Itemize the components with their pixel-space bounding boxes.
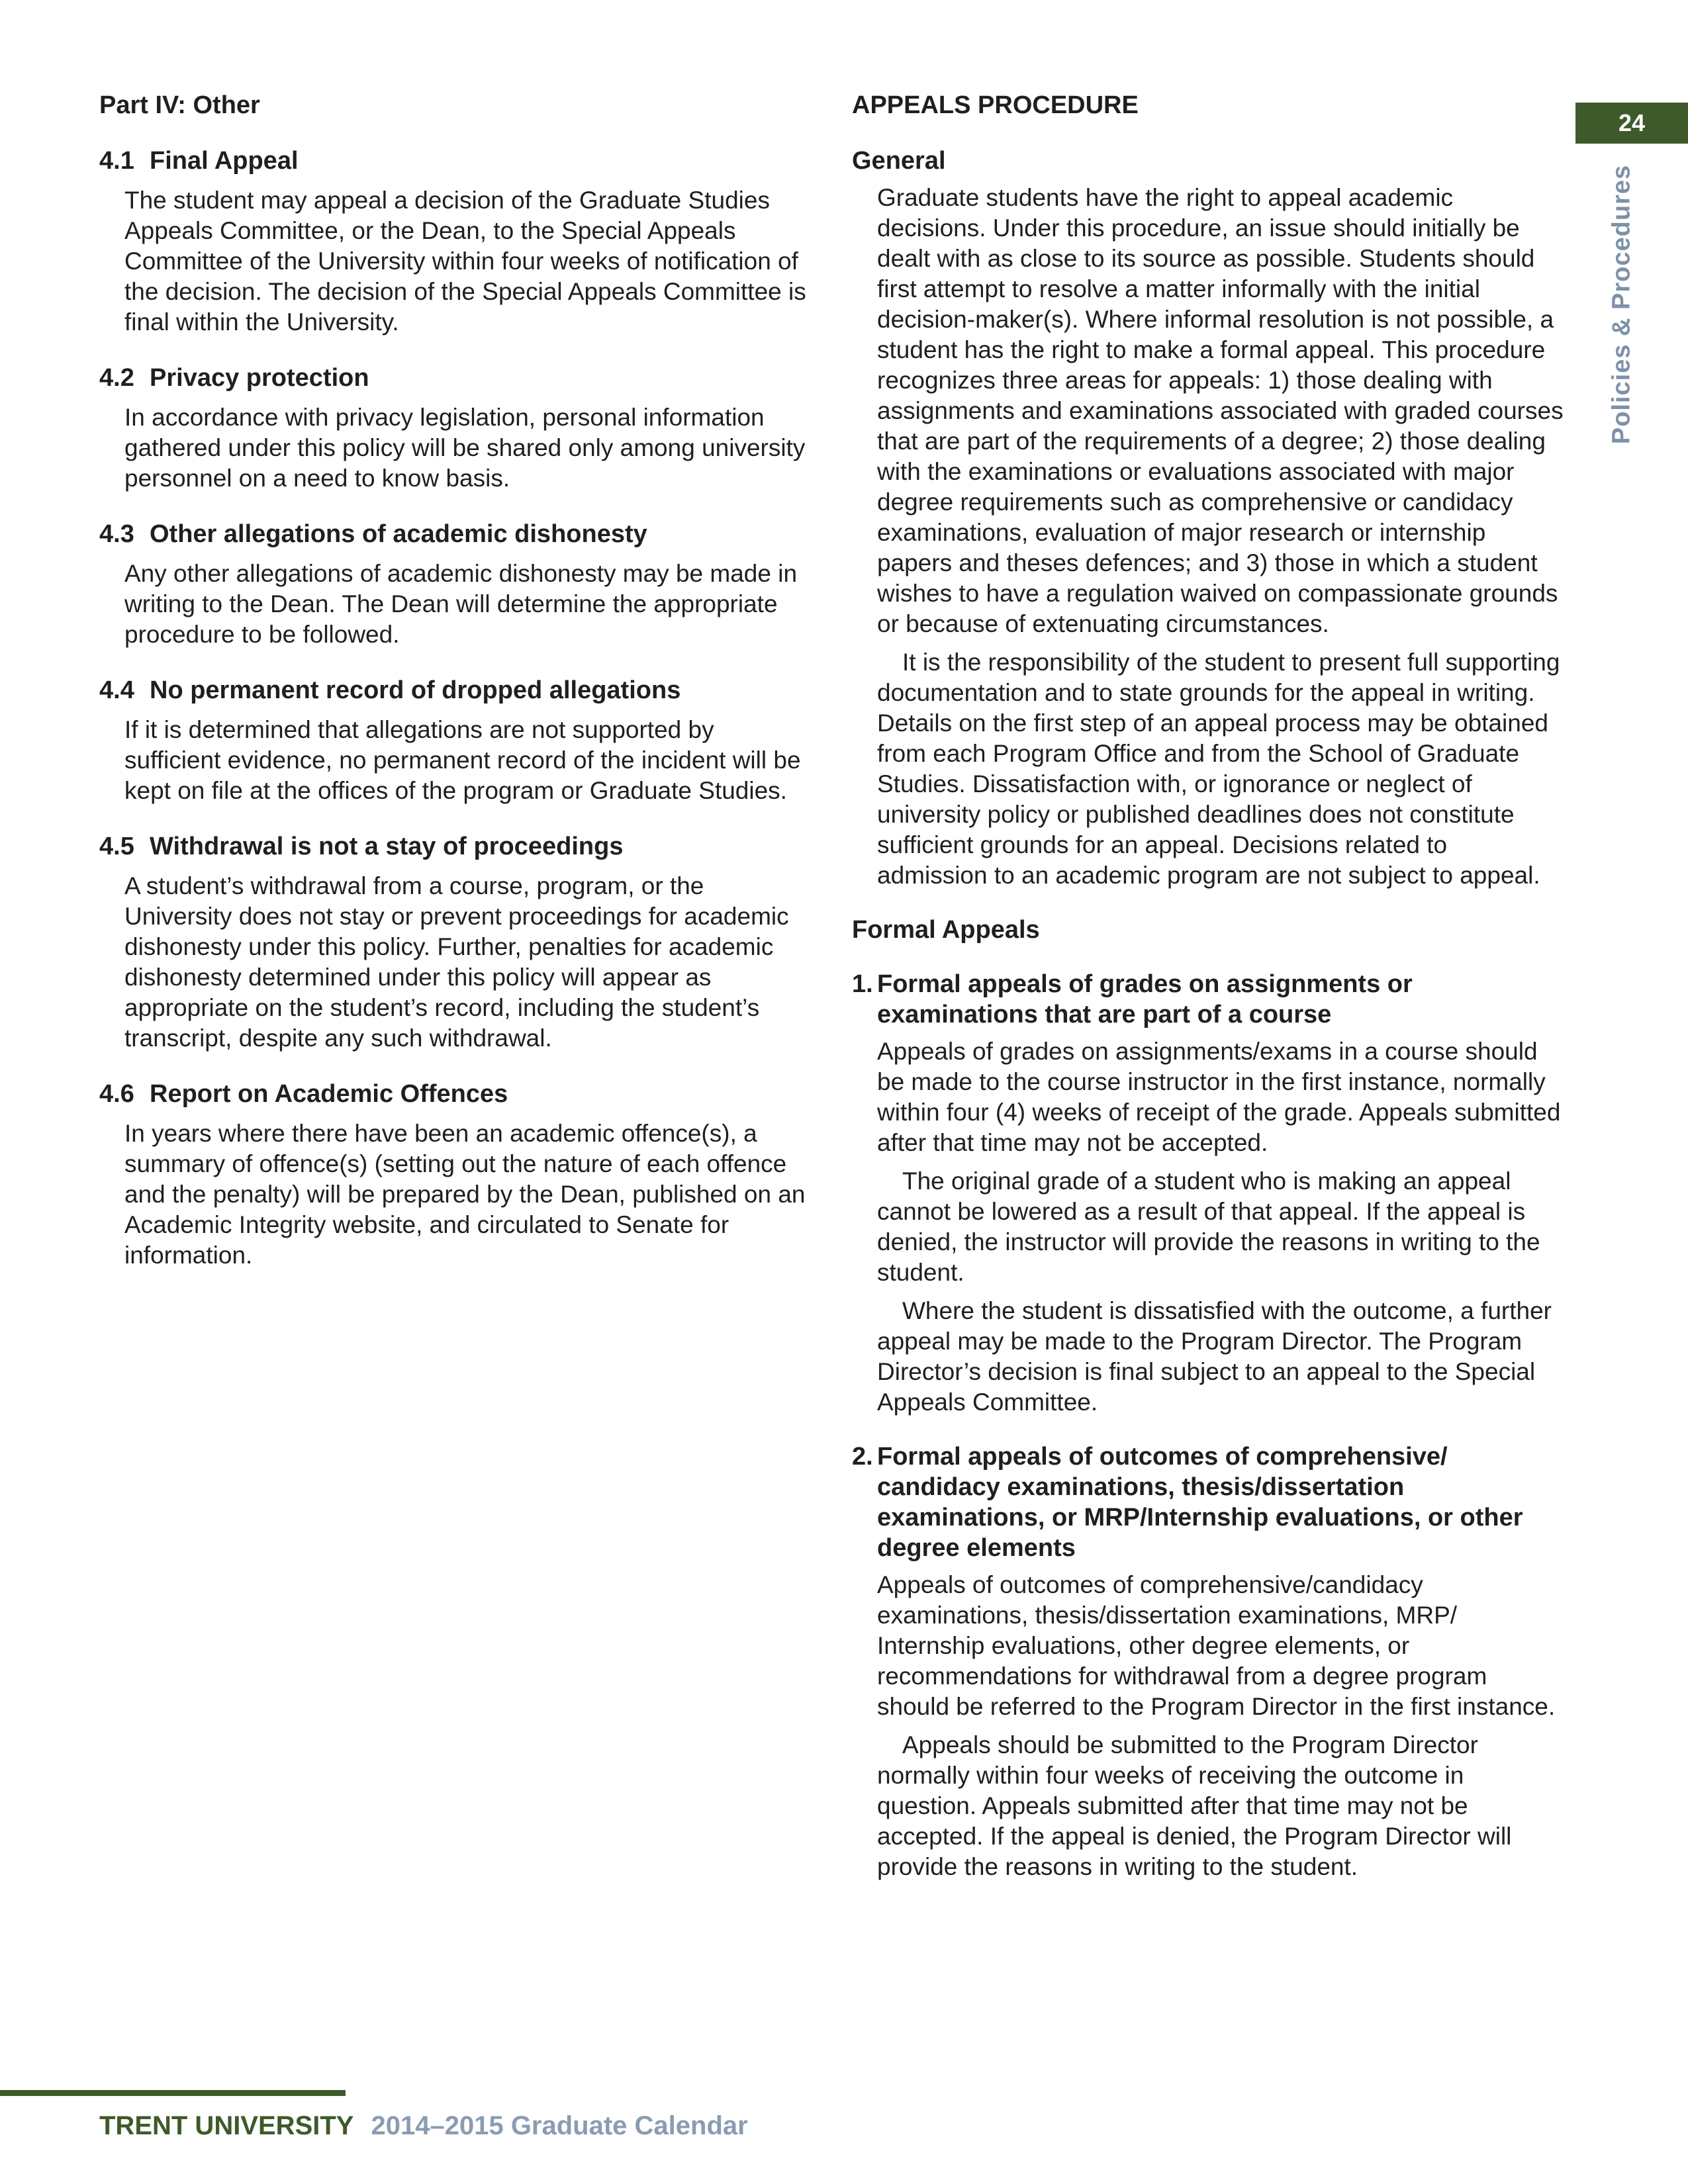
item-title: Formal appeals of grades on assignments or examinations that are part of a course: [877, 970, 1413, 1028]
section-heading: [99, 363, 808, 393]
item-title: Formal appeals of outcomes of comprehensive/ candidacy examinations, thesis/dissertation examinations, or MRP/Internship evaluations, or other degree elements: [877, 1443, 1523, 1562]
formal-appeal-item-2: [852, 1441, 1564, 1882]
paragraph: The student may appeal a decision of the Graduate Studies Appeals Committee, or the Dean, to the Special Appeals Committee of the University within four weeks of notification of the decision. The decision of the Special Appeals Committee is final within the University.: [124, 187, 806, 336]
paragraph: It is the responsibility of the student to present full supporting documentation and to state grounds for the appeal in writing. Details on the first step of an appeal process may be obtained from each Program Office and from the School of Graduate Studies. Dissatisfaction with, or ignorance or neglect of university policy or published deadlines does not constitute sufficient grounds for an appeal. Decisions related to admission to an academic program are not subject to appeal.: [877, 649, 1560, 889]
item-number: 2.: [852, 1443, 873, 1471]
paragraph: Appeals of grades on assignments/exams in a course should be made to the course instructor in the first instance, normally within four (4) weeks of receipt of the grade. Appeals submitted after that time may not be accepted.: [877, 1038, 1561, 1156]
footer-university: TRENT UNIVERSITY: [99, 2111, 354, 2140]
section-4-6: [99, 1079, 808, 1271]
general-section: [852, 146, 1564, 891]
footer-rule: [0, 2090, 346, 2096]
section-title: Final Appeal: [150, 147, 299, 175]
section-heading: [99, 519, 808, 549]
formal-appeal-item-1: [852, 969, 1564, 1418]
paragraph: If it is determined that allegations are not supported by sufficient evidence, no permanent record of the incident will be kept on file at the offices of the program or Graduate Studies.: [124, 716, 801, 804]
paragraph: Where the student is dissatisfied with the outcome, a further appeal may be made to the Program Director. The Program Director’s decision is final subject to an appeal to the Special Appeals Committee.: [877, 1297, 1552, 1416]
paragraph: In years where there have been an academic offence(s), a summary of offence(s) (setting out the nature of each offence and the penalty) will be prepared by the Dean, published on an Academic Integrity website, and circulated to Senate for information.: [124, 1120, 806, 1269]
section-title: Withdrawal is not a stay of proceedings: [150, 833, 624, 860]
footer-calendar: 2014–2015 Graduate Calendar: [371, 2111, 748, 2140]
footer: [99, 2111, 748, 2141]
section-number: 4.3: [99, 520, 134, 548]
section-4-5: [99, 831, 808, 1054]
right-column: [852, 90, 1564, 1906]
paragraph: Appeals should be submitted to the Program Director normally within four weeks of receiving the outcome in question. Appeals submitted after that time may not be accepted. If the appeal is denied, the Program Director will provide the reasons in writing to the student.: [877, 1731, 1512, 1880]
section-title: Privacy protection: [150, 364, 369, 392]
paragraph: Appeals of outcomes of comprehensive/candidacy examinations, thesis/dissertation examinations, MRP/ Internship evaluations, other degree elements, or recommendations for withdrawal from a degree program should be referred to the Program Director in the first instance.: [877, 1571, 1556, 1720]
section-4-3: [99, 519, 808, 650]
item-number: 1.: [852, 970, 873, 998]
section-heading: [99, 675, 808, 705]
section-title: Report on Academic Offences: [150, 1080, 508, 1108]
paragraph: A student’s withdrawal from a course, program, or the University does not stay or prevent proceedings for academic dishonesty under this policy. Further, penalties for academic dishonesty determined under this policy will appear as appropriate on the student’s record, including the student’s transcript, despite any such withdrawal.: [124, 872, 789, 1052]
section-side-label: [1602, 159, 1642, 450]
section-heading: [99, 1079, 808, 1109]
section-4-4: [99, 675, 808, 806]
section-number: 4.6: [99, 1080, 134, 1108]
paragraph: In accordance with privacy legislation, personal information gathered under this policy will be shared only among university personnel on a need to know basis.: [124, 404, 806, 492]
paragraph: Any other allegations of academic dishonesty may be made in writing to the Dean. The Dean will determine the appropriate procedure to be followed.: [124, 560, 798, 648]
item-heading: [852, 969, 1564, 1030]
general-heading: General: [852, 147, 946, 175]
paragraph: Graduate students have the right to appeal academic decisions. Under this procedure, an issue should initially be dealt with as close to its source as possible. Students should first attempt to resolve a matter informally with the initial decision-maker(s). Where informal resolution is not possible, a student has the right to make a formal appeal. This procedure recognizes three areas for appeals: 1) those dealing with assignments and examinations associated with graded courses that are part of the requirements of a degree; 2) those dealing with the examinations or evaluations associated with major degree requirements such as comprehensive or candidacy examinations, evaluation of major research or internship papers and theses defences; and 3) those in which a student wishes to have a regulation waived on compassionate grounds or because of extenuating circumstances.: [877, 184, 1564, 637]
left-column: [99, 90, 808, 1296]
page-number-tab: 24: [1575, 103, 1688, 144]
section-title: No permanent record of dropped allegations: [150, 676, 681, 704]
section-number: 4.4: [99, 676, 134, 704]
item-heading: [852, 1441, 1564, 1563]
formal-appeals-heading: Formal Appeals: [852, 916, 1040, 944]
section-4-2: [99, 363, 808, 494]
paragraph: The original grade of a student who is making an appeal cannot be lowered as a result of that appeal. If the appeal is denied, the instructor will provide the reasons in writing to the student.: [877, 1167, 1540, 1286]
section-4-1: [99, 146, 808, 338]
appeals-procedure-title: APPEALS PROCEDURE: [852, 91, 1139, 119]
section-heading: [99, 831, 808, 862]
section-heading: [99, 146, 808, 176]
section-number: 4.5: [99, 833, 134, 860]
section-title: Other allegations of academic dishonesty: [150, 520, 647, 548]
section-number: 4.1: [99, 147, 134, 175]
side-label-text: Policies & Procedures: [1607, 164, 1636, 445]
section-number: 4.2: [99, 364, 134, 392]
part-title: Part IV: Other: [99, 91, 260, 119]
